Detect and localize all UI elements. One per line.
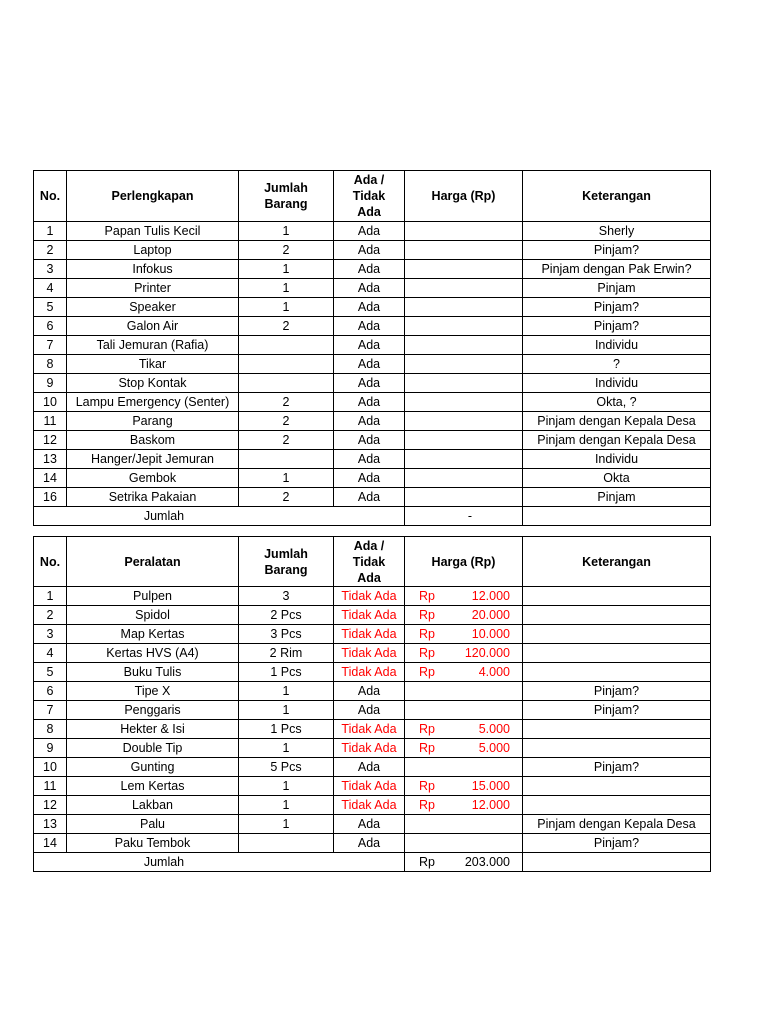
- table-row: [34, 739, 711, 758]
- total-note: [523, 853, 711, 872]
- cell-no: 14: [34, 469, 67, 488]
- cell-note: [523, 720, 711, 739]
- cell-price: Rp 4.000: [405, 663, 523, 682]
- cell-status: Tidak Ada: [334, 739, 405, 758]
- cell-price: [405, 374, 523, 393]
- cell-qty: 1: [239, 260, 334, 279]
- cell-note: [523, 644, 711, 663]
- header-price: Harga (Rp): [405, 537, 523, 587]
- cell-note: Pinjam dengan Pak Erwin?: [523, 260, 711, 279]
- cell-item: Hekter & Isi: [67, 720, 239, 739]
- header-status: Ada / Tidak Ada: [334, 537, 405, 587]
- cell-price: [405, 336, 523, 355]
- cell-status: Tidak Ada: [334, 587, 405, 606]
- cell-item: Setrika Pakaian: [67, 488, 239, 507]
- cell-qty: 1 Pcs: [239, 663, 334, 682]
- cell-price: Rp 10.000: [405, 625, 523, 644]
- cell-status: Ada: [334, 450, 405, 469]
- total-label: Jumlah: [34, 507, 405, 526]
- cell-no: 4: [34, 279, 67, 298]
- cell-no: 16: [34, 488, 67, 507]
- peralatan-table: [33, 536, 711, 872]
- cell-note: [523, 739, 711, 758]
- cell-price: [405, 431, 523, 450]
- cell-note: Pinjam dengan Kepala Desa: [523, 431, 711, 450]
- cell-item: Stop Kontak: [67, 374, 239, 393]
- cell-note: [523, 777, 711, 796]
- cell-no: 11: [34, 412, 67, 431]
- cell-no: 1: [34, 222, 67, 241]
- cell-qty: [239, 834, 334, 853]
- cell-qty: 1: [239, 279, 334, 298]
- cell-note: [523, 625, 711, 644]
- cell-qty: [239, 374, 334, 393]
- table-row: [34, 241, 711, 260]
- cell-item: Double Tip: [67, 739, 239, 758]
- cell-price: [405, 469, 523, 488]
- cell-no: 2: [34, 606, 67, 625]
- cell-item: Palu: [67, 815, 239, 834]
- cell-price: [405, 488, 523, 507]
- cell-item: Tipe X: [67, 682, 239, 701]
- cell-item: Tikar: [67, 355, 239, 374]
- cell-no: 6: [34, 682, 67, 701]
- cell-price: [405, 355, 523, 374]
- cell-status: Ada: [334, 260, 405, 279]
- cell-no: 10: [34, 393, 67, 412]
- cell-status: Tidak Ada: [334, 777, 405, 796]
- cell-no: 4: [34, 644, 67, 663]
- cell-price: [405, 450, 523, 469]
- table-row: [34, 488, 711, 507]
- cell-item: Buku Tulis: [67, 663, 239, 682]
- cell-price: Rp 20.000: [405, 606, 523, 625]
- cell-note: ?: [523, 355, 711, 374]
- cell-no: 8: [34, 355, 67, 374]
- cell-qty: 2: [239, 488, 334, 507]
- cell-price: Rp 5.000: [405, 720, 523, 739]
- cell-item: Paku Tembok: [67, 834, 239, 853]
- cell-qty: 1: [239, 701, 334, 720]
- cell-status: Tidak Ada: [334, 625, 405, 644]
- cell-status: Ada: [334, 488, 405, 507]
- cell-note: Pinjam?: [523, 701, 711, 720]
- cell-no: 5: [34, 298, 67, 317]
- cell-qty: 2: [239, 317, 334, 336]
- cell-no: 7: [34, 701, 67, 720]
- table-row: [34, 374, 711, 393]
- table-row: [34, 606, 711, 625]
- perlengkapan-table: [33, 170, 711, 526]
- cell-note: Pinjam dengan Kepala Desa: [523, 412, 711, 431]
- header-no: No.: [34, 537, 67, 587]
- cell-qty: 2 Rim: [239, 644, 334, 663]
- table-row: [34, 796, 711, 815]
- header-no: No.: [34, 171, 67, 222]
- header-note: Keterangan: [523, 537, 711, 587]
- cell-qty: 1 Pcs: [239, 720, 334, 739]
- cell-no: 1: [34, 587, 67, 606]
- cell-price: Rp 5.000: [405, 739, 523, 758]
- cell-status: Ada: [334, 393, 405, 412]
- cell-note: [523, 663, 711, 682]
- cell-item: Lem Kertas: [67, 777, 239, 796]
- cell-no: 3: [34, 260, 67, 279]
- table-row: [34, 450, 711, 469]
- cell-note: Pinjam dengan Kepala Desa: [523, 815, 711, 834]
- cell-qty: 1: [239, 739, 334, 758]
- cell-note: Pinjam: [523, 279, 711, 298]
- cell-price: [405, 834, 523, 853]
- cell-price: [405, 222, 523, 241]
- cell-qty: 2: [239, 412, 334, 431]
- total-price: Rp 203.000: [405, 853, 523, 872]
- cell-status: Ada: [334, 758, 405, 777]
- cell-item: Penggaris: [67, 701, 239, 720]
- header-qty: Jumlah Barang: [239, 537, 334, 587]
- cell-no: 6: [34, 317, 67, 336]
- cell-status: Ada: [334, 469, 405, 488]
- cell-item: Pulpen: [67, 587, 239, 606]
- table-row: [34, 222, 711, 241]
- cell-status: Tidak Ada: [334, 644, 405, 663]
- table-row: [34, 720, 711, 739]
- table-row: [34, 834, 711, 853]
- cell-item: Lakban: [67, 796, 239, 815]
- table-row: [34, 431, 711, 450]
- table-row: [34, 701, 711, 720]
- cell-item: Gunting: [67, 758, 239, 777]
- cell-price: [405, 412, 523, 431]
- total-label: Jumlah: [34, 853, 405, 872]
- cell-note: Okta: [523, 469, 711, 488]
- cell-price: [405, 701, 523, 720]
- cell-item: Papan Tulis Kecil: [67, 222, 239, 241]
- cell-status: Ada: [334, 279, 405, 298]
- cell-status: Ada: [334, 701, 405, 720]
- cell-status: Ada: [334, 815, 405, 834]
- cell-note: Okta, ?: [523, 393, 711, 412]
- table-row: [34, 355, 711, 374]
- cell-note: Pinjam?: [523, 298, 711, 317]
- cell-item: Parang: [67, 412, 239, 431]
- cell-status: Tidak Ada: [334, 720, 405, 739]
- cell-note: Pinjam?: [523, 834, 711, 853]
- table-row: [34, 336, 711, 355]
- cell-price: Rp 120.000: [405, 644, 523, 663]
- table-row: [34, 298, 711, 317]
- cell-note: Pinjam: [523, 488, 711, 507]
- table-row: [34, 260, 711, 279]
- header-qty: Jumlah Barang: [239, 171, 334, 222]
- cell-status: Ada: [334, 355, 405, 374]
- cell-price: [405, 298, 523, 317]
- cell-qty: 3 Pcs: [239, 625, 334, 644]
- header-item: Peralatan: [67, 537, 239, 587]
- cell-qty: 1: [239, 815, 334, 834]
- cell-qty: 2: [239, 431, 334, 450]
- cell-item: Baskom: [67, 431, 239, 450]
- table-row: [34, 393, 711, 412]
- cell-note: [523, 606, 711, 625]
- cell-qty: 3: [239, 587, 334, 606]
- total-note: [523, 507, 711, 526]
- cell-status: Tidak Ada: [334, 663, 405, 682]
- cell-price: Rp 15.000: [405, 777, 523, 796]
- table-row: [34, 644, 711, 663]
- total-row: [34, 507, 711, 526]
- cell-qty: 2: [239, 393, 334, 412]
- cell-note: Sherly: [523, 222, 711, 241]
- cell-item: Spidol: [67, 606, 239, 625]
- table-row: [34, 279, 711, 298]
- total-row: [34, 853, 711, 872]
- cell-status: Ada: [334, 298, 405, 317]
- cell-price: [405, 279, 523, 298]
- cell-status: Ada: [334, 241, 405, 260]
- cell-no: 5: [34, 663, 67, 682]
- cell-price: [405, 815, 523, 834]
- table-row: [34, 815, 711, 834]
- cell-item: Hanger/Jepit Jemuran: [67, 450, 239, 469]
- table-row: [34, 777, 711, 796]
- cell-item: Map Kertas: [67, 625, 239, 644]
- cell-no: 12: [34, 431, 67, 450]
- cell-qty: 1: [239, 777, 334, 796]
- cell-status: Ada: [334, 431, 405, 450]
- cell-price: [405, 317, 523, 336]
- cell-item: Laptop: [67, 241, 239, 260]
- table-row: [34, 682, 711, 701]
- table-row: [34, 469, 711, 488]
- cell-no: 8: [34, 720, 67, 739]
- table-header-row: [34, 537, 711, 587]
- cell-note: [523, 587, 711, 606]
- cell-status: Ada: [334, 374, 405, 393]
- cell-item: Kertas HVS (A4): [67, 644, 239, 663]
- header-status: Ada / Tidak Ada: [334, 171, 405, 222]
- cell-note: Pinjam?: [523, 758, 711, 777]
- cell-no: 11: [34, 777, 67, 796]
- cell-qty: 1: [239, 222, 334, 241]
- cell-note: Individu: [523, 450, 711, 469]
- cell-note: Pinjam?: [523, 317, 711, 336]
- cell-status: Tidak Ada: [334, 606, 405, 625]
- cell-price: [405, 682, 523, 701]
- cell-item: Galon Air: [67, 317, 239, 336]
- cell-item: Gembok: [67, 469, 239, 488]
- cell-status: Ada: [334, 412, 405, 431]
- cell-item: Tali Jemuran (Rafia): [67, 336, 239, 355]
- table-row: [34, 663, 711, 682]
- cell-price: [405, 260, 523, 279]
- table-row: [34, 412, 711, 431]
- cell-note: Pinjam?: [523, 682, 711, 701]
- cell-no: 9: [34, 739, 67, 758]
- cell-status: Ada: [334, 222, 405, 241]
- cell-no: 12: [34, 796, 67, 815]
- cell-no: 13: [34, 815, 67, 834]
- cell-no: 10: [34, 758, 67, 777]
- cell-status: Ada: [334, 336, 405, 355]
- cell-qty: [239, 355, 334, 374]
- cell-price: [405, 758, 523, 777]
- cell-no: 9: [34, 374, 67, 393]
- cell-price: Rp 12.000: [405, 796, 523, 815]
- cell-qty: [239, 450, 334, 469]
- cell-item: Speaker: [67, 298, 239, 317]
- header-note: Keterangan: [523, 171, 711, 222]
- cell-note: [523, 796, 711, 815]
- cell-item: Lampu Emergency (Senter): [67, 393, 239, 412]
- cell-note: Individu: [523, 374, 711, 393]
- table-row: [34, 317, 711, 336]
- cell-qty: 2: [239, 241, 334, 260]
- table-row: [34, 587, 711, 606]
- cell-no: 14: [34, 834, 67, 853]
- cell-price: Rp 12.000: [405, 587, 523, 606]
- cell-qty: [239, 336, 334, 355]
- header-price: Harga (Rp): [405, 171, 523, 222]
- cell-price: [405, 241, 523, 260]
- cell-status: Ada: [334, 682, 405, 701]
- header-item: Perlengkapan: [67, 171, 239, 222]
- table-row: [34, 625, 711, 644]
- cell-qty: 1: [239, 682, 334, 701]
- cell-note: Pinjam?: [523, 241, 711, 260]
- cell-no: 13: [34, 450, 67, 469]
- cell-note: Individu: [523, 336, 711, 355]
- cell-price: [405, 393, 523, 412]
- cell-qty: 1: [239, 298, 334, 317]
- cell-qty: 2 Pcs: [239, 606, 334, 625]
- cell-item: Infokus: [67, 260, 239, 279]
- cell-qty: 5 Pcs: [239, 758, 334, 777]
- cell-no: 7: [34, 336, 67, 355]
- cell-status: Ada: [334, 317, 405, 336]
- table-header-row: [34, 171, 711, 222]
- cell-status: Ada: [334, 834, 405, 853]
- total-price: -: [405, 507, 523, 526]
- cell-no: 2: [34, 241, 67, 260]
- cell-status: Tidak Ada: [334, 796, 405, 815]
- cell-no: 3: [34, 625, 67, 644]
- cell-item: Printer: [67, 279, 239, 298]
- cell-qty: 1: [239, 796, 334, 815]
- table-row: [34, 758, 711, 777]
- cell-qty: 1: [239, 469, 334, 488]
